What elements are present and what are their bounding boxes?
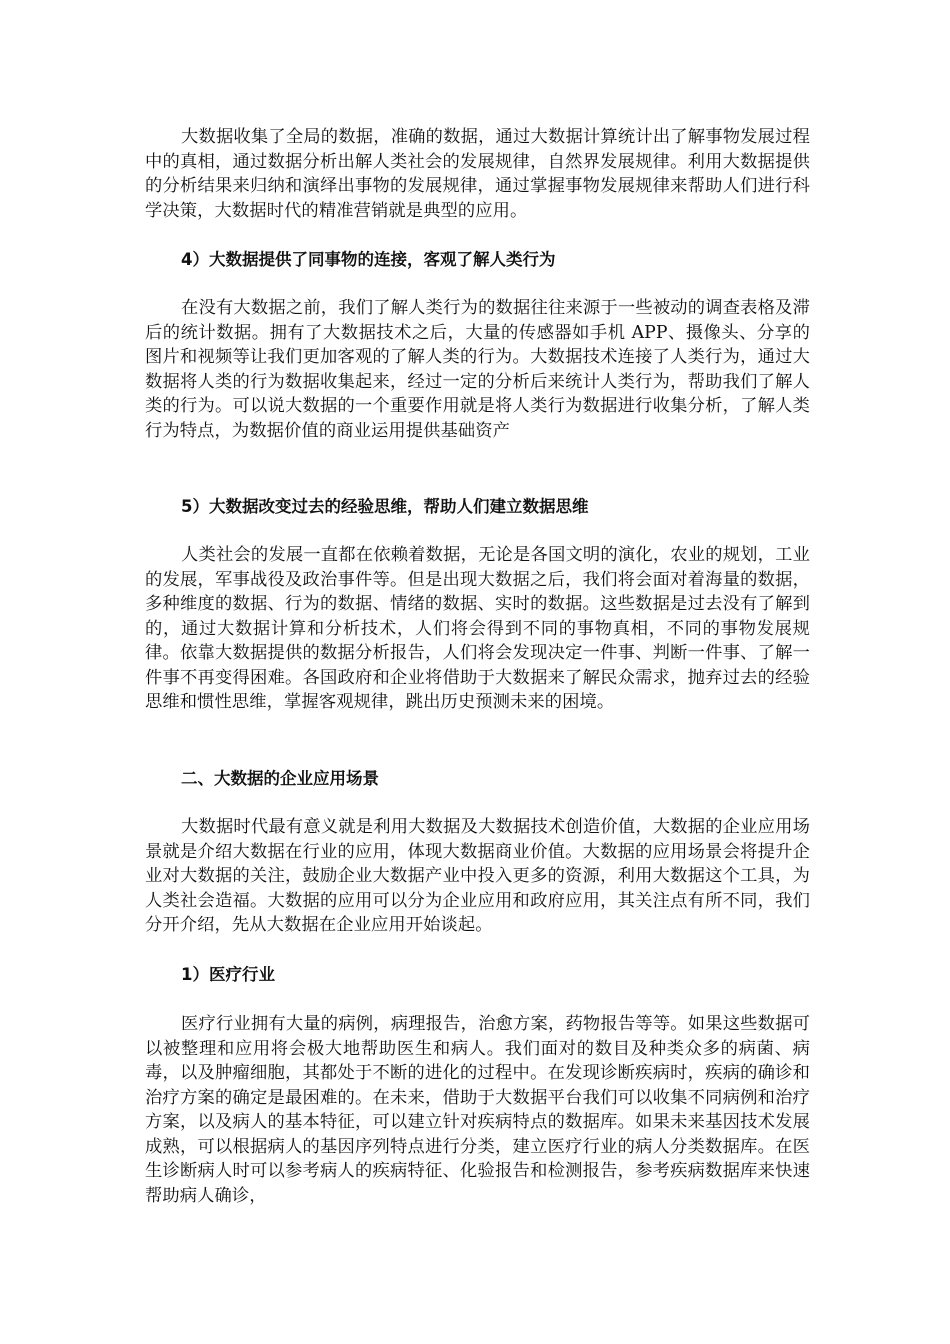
heading-4-human-behavior: 4）大数据提供了同事物的连接，客观了解人类行为 — [181, 250, 556, 269]
paragraph-human-behavior: 在没有大数据之前，我们了解人类行为的数据往往来源于一些被动的调查表格及滞后的统计数据。拥有了大数据技术之后，大量的传感器如手机 APP、摄像头、分享的图片和视频等让我们更加客观的了解人类的行为。大数据技术连接了人类行为，通过大数据将人类的行为数据收集起来，经过一定的分析后来统计人类行为，帮助我们了解人类的行为。可以说大数据的一个重要作用就是将人类行为数据进行收集分析，了解人类行为特点，为数据价值的商业运用提供基础资产 — [145, 298, 810, 441]
paragraph-data-thinking: 人类社会的发展一直都在依赖着数据，无论是各国文明的演化，农业的规划，工业的发展，军事战役及政治事件等。但是出现大数据之后，我们将会面对着海量的数据，多种维度的数据、行为的数据、情绪的数据、实时的数据。这些数据是过去没有了解到的，通过大数据计算和分析技术，人们将会得到不同的事物真相，不同的事物发展规律。依靠大数据提供的数据分析报告，人们将会发现决定一件事、判断一件事、了解一件事不再变得困难。各国政府和企业将借助于大数据来了解民众需求，抛弃过去的经验思维和惯性思维，掌握客观规律，跳出历史预测未来的困境。 — [145, 545, 810, 712]
paragraph-medical-industry: 医疗行业拥有大量的病例，病理报告，治愈方案，药物报告等等。如果这些数据可以被整理和应用将会极大地帮助医生和病人。我们面对的数目及种类众多的病菌、病毒，以及肿瘤细胞，其都处于不断的进化的过程中。在发现诊断疾病时，疾病的确诊和治疗方案的确定是最困难的。在未来，借助于大数据平台我们可以收集不同病例和治疗方案，以及病人的基本特征，可以建立针对疾病特点的数据库。如果未来基因技术发展成熟，可以根据病人的基因序列特点进行分类，建立医疗行业的病人分类数据库。在医生诊断病人时可以参考病人的疾病特征、化验报告和检测报告，参考疾病数据库来快速帮助病人确诊， — [145, 1014, 810, 1206]
paragraph-enterprise-scenarios: 大数据时代最有意义就是利用大数据及大数据技术创造价值，大数据的企业应用场景就是介绍大数据在行业的应用，体现大数据商业价值。大数据的应用场景会将提升企业对大数据的关注，鼓励企业大数据产业中投入更多的资源，利用大数据这个工具，为人类社会造福。大数据的应用可以分为企业应用和政府应用，其关注点有所不同，我们分开介绍，先从大数据在企业应用开始谈起。 — [145, 817, 810, 935]
heading-1-medical-industry: 1）医疗行业 — [181, 965, 275, 984]
heading-5-data-thinking: 5）大数据改变过去的经验思维，帮助人们建立数据思维 — [181, 497, 589, 516]
section-heading-enterprise-scenarios: 二、大数据的企业应用场景 — [181, 769, 379, 788]
paragraph-big-data-global: 大数据收集了全局的数据，准确的数据，通过大数据计算统计出了解事物发展过程中的真相，通过数据分析出解人类社会的发展规律，自然界发展规律。利用大数据提供的分析结果来归纳和演绎出事物的发展规律，通过掌握事物发展规律来帮助人们进行科学决策，大数据时代的精准营销就是典型的应用。 — [145, 127, 810, 221]
